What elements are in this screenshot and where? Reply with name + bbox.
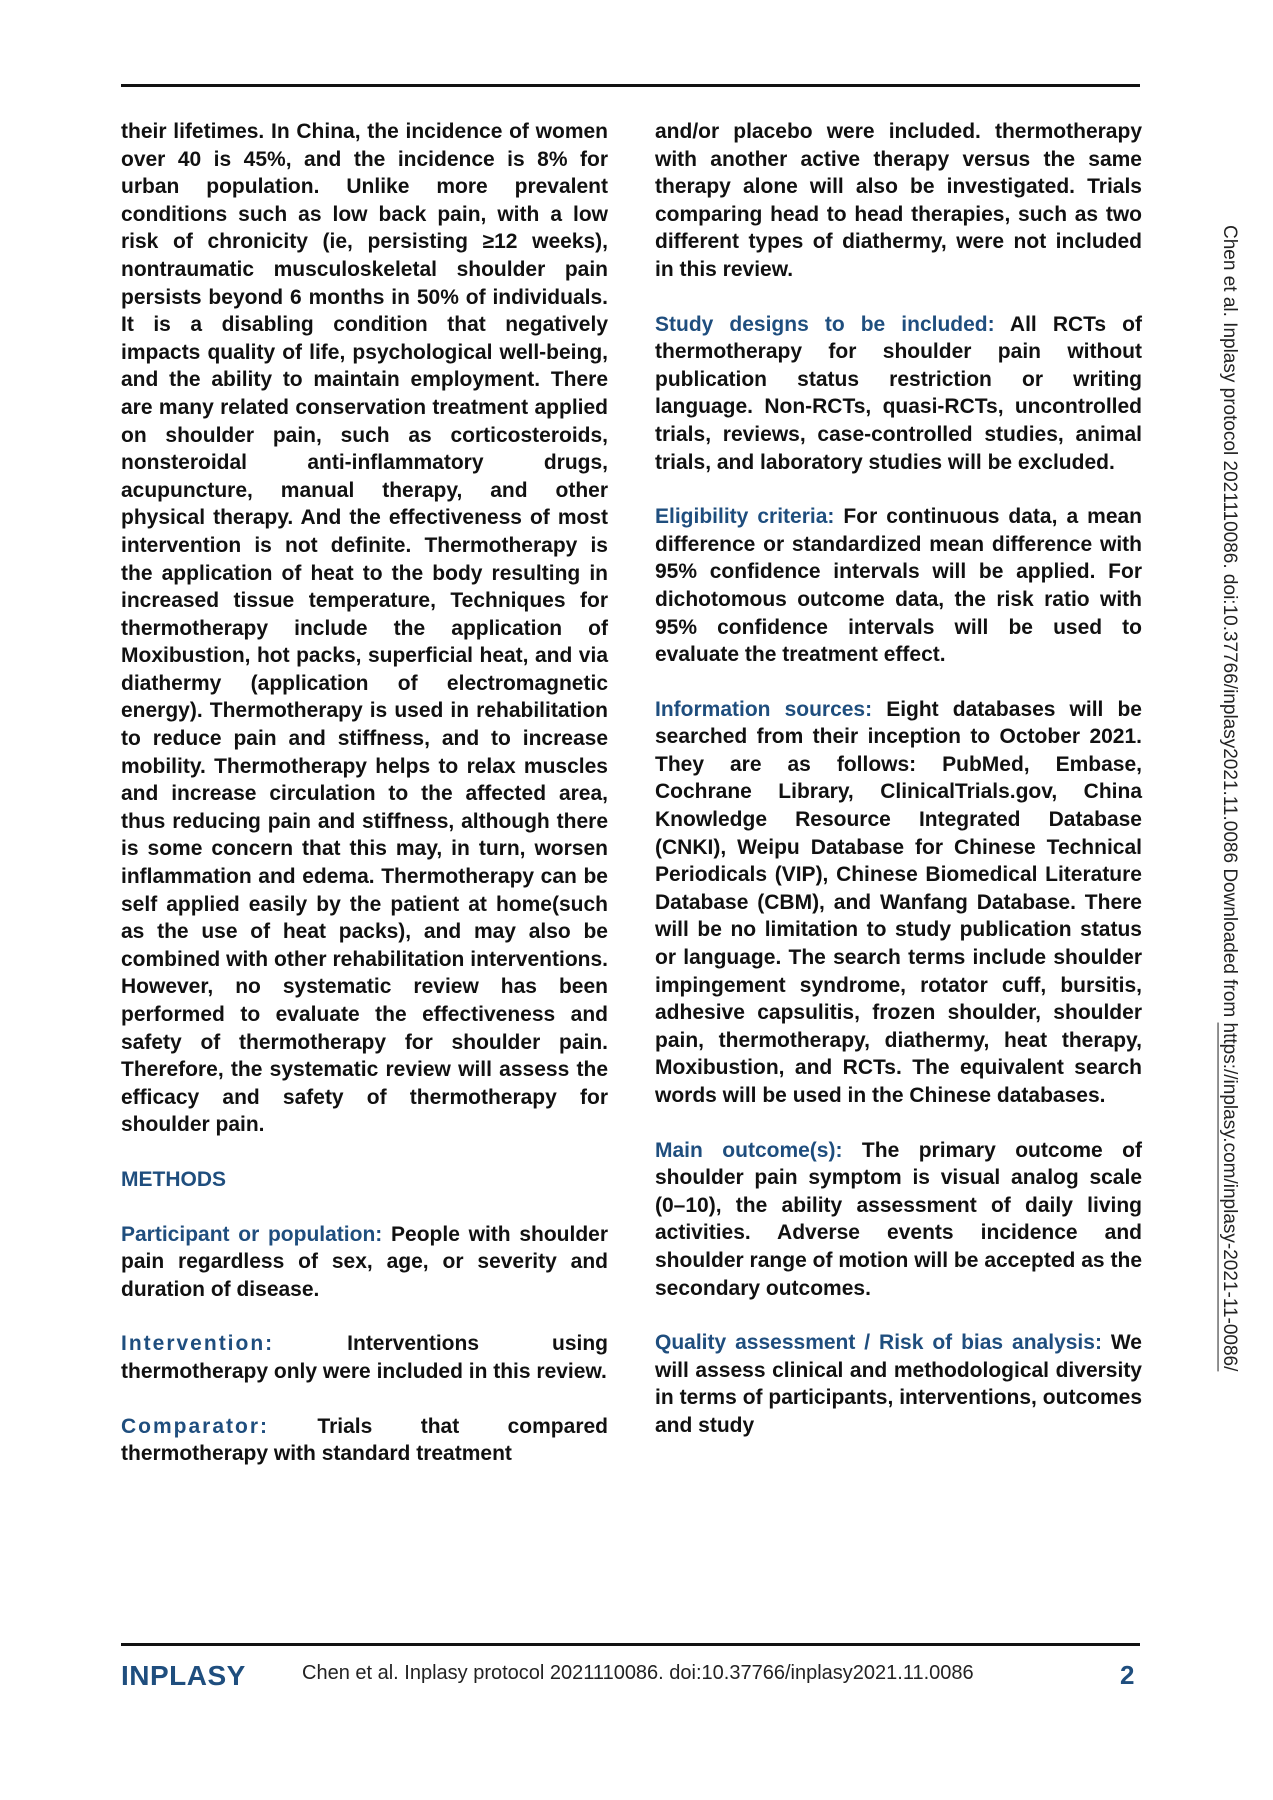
page-number: 2 xyxy=(1120,1660,1135,1690)
intervention-label: Intervention: xyxy=(121,1332,275,1356)
intro-paragraph: their lifetimes. In China, the incidence of women over 40 is 45%, and the incidence is 8% for urban population. Unlike more prevalent conditions such as low back pain, with a low risk of chronicity (ie, persisting ≥12 weeks), nontraumatic musculoskeletal shoulder pain persists beyond 6 months in 50% of individuals. It is a disabling condition that negatively impacts quality of life, psychological well-being, and the ability to maintain employment. There are many related conservation treatment applied on shoulder pain, such as corticosteroids, nonsteroidal anti-inflammatory drugs, acupuncture, manual therapy, and other physical therapy. And the effectiveness of most intervention is not definite. Thermotherapy is the application of heat to the body resulting in increased tissue temperature, Techniques for thermotherapy include the application of Moxibustion, hot packs, superficial heat, and via diathermy (application of electromagnetic energy). Thermotherapy is used in rehabilitation to reduce pain and stiffness, and to increase mobility. Thermotherapy helps to relax muscles and increase circulation to the affected area, thus reducing pain and stiffness, although there is some concern that this may, in turn, worsen inflammation and edema. Thermotherapy can be self applied easily by the patient at home(such as the use of heat packs), and may also be combined with other rehabilitation interventions. However, no systematic review has been performed to evaluate the effectiveness and safety of thermotherapy for shoulder pain. Therefore, the systematic review will assess the efficacy and safety of thermotherapy for shoulder pain. xyxy=(121,120,608,1137)
information-sources-paragraph xyxy=(655,696,1142,1110)
participant-text: People with shoulder pain regardless of sex, age, or severity and duration of disease. xyxy=(121,1222,609,1301)
participant-label: Participant or population: xyxy=(121,1222,383,1246)
information-sources-text: Eight databases will be searched from their inception to October 2021. They are as follows: PubMed, Embase, Cochrane Library, ClinicalTrials.gov, China Knowledge Resource Integrated Database (CNKI), Weipu Database for Chinese Technical Periodicals (VIP), Chinese Biomedical Literature Database (CBM), and Wanfang Database. There will be no limitation to study publication status or language. The search terms include shoulder impingement syndrome, rotator cuff, bursitis, adhesive capsulitis, frozen shoulder, shoulder pain, thermotherapy, diathermy, heat therapy, Moxibustion, and RCTs. The equivalent search words will be used in the Chinese databases. xyxy=(655,697,1142,1107)
main-outcomes-paragraph xyxy=(655,1137,1142,1303)
participant-paragraph xyxy=(121,1221,608,1304)
eligibility-paragraph xyxy=(655,503,1142,669)
comparator-paragraph xyxy=(121,1413,608,1468)
quality-assessment-label: Quality assessment / Risk of bias analysis: xyxy=(655,1331,1102,1355)
study-designs-paragraph xyxy=(655,311,1142,477)
bottom-rule xyxy=(121,1643,1140,1646)
main-outcomes-text: The primary outcome of shoulder pain symptom is visual analog scale (0–10), the ability assessment of daily living activities. Adverse events incidence and shoulder range of motion will be accepted as the secondary outcomes. xyxy=(655,1138,1142,1300)
right-column xyxy=(655,118,1142,1440)
information-sources-label: Information sources: xyxy=(655,697,873,721)
study-designs-label: Study designs to be included: xyxy=(655,312,995,336)
intervention-paragraph xyxy=(121,1330,608,1385)
comparator-text: Trials that compared thermotherapy with standard treatment xyxy=(121,1414,608,1466)
quality-assessment-text: We will assess clinical and methodological diversity in terms of participants, interventions, outcomes and study xyxy=(655,1331,1142,1437)
quality-assessment-paragraph xyxy=(655,1329,1142,1439)
side-citation-link[interactable]: https://inplasy.com/inplasy-2021-11-0086/ xyxy=(1219,1022,1240,1372)
methods-heading: METHODS xyxy=(121,1167,226,1191)
eligibility-text: For continuous data, a mean difference or standardized mean difference with 95% confidence intervals will be applied. For dichotomous outcome data, the risk ratio with 95% confidence intervals will be used to evaluate the treatment effect. xyxy=(655,505,1143,667)
side-citation xyxy=(1218,225,1240,1371)
footer-citation: Chen et al. Inplasy protocol 2021110086. doi:10.37766/inplasy2021.11.0086 xyxy=(302,1662,974,1684)
eligibility-label: Eligibility criteria: xyxy=(655,505,835,529)
left-column xyxy=(121,118,608,1468)
comparator-label: Comparator: xyxy=(121,1414,270,1438)
side-citation-text: Chen et al. Inplasy protocol 2021110086. doi:10.37766/inplasy2021.11.0086 Downloaded from xyxy=(1219,225,1240,1023)
study-designs-text: All RCTs of thermotherapy for shoulder pain without publication status restriction or writing language. Non-RCTs, quasi-RCTs, uncontrolled trials, reviews, case-controlled studies, animal trials, and laboratory studies will be excluded. xyxy=(655,312,1142,474)
footer-brand: INPLASY xyxy=(121,1660,246,1691)
intervention-text: Interventions using thermotherapy only were included in this review. xyxy=(121,1332,608,1383)
top-rule xyxy=(121,84,1140,87)
main-outcomes-label: Main outcome(s): xyxy=(655,1138,843,1162)
comparator-continued-paragraph: and/or placebo were included. thermotherapy with another active therapy versus the same therapy alone will also be investigated. Trials comparing head to head therapies, such as two different types of diathermy, were not included in this review. xyxy=(655,120,1142,281)
